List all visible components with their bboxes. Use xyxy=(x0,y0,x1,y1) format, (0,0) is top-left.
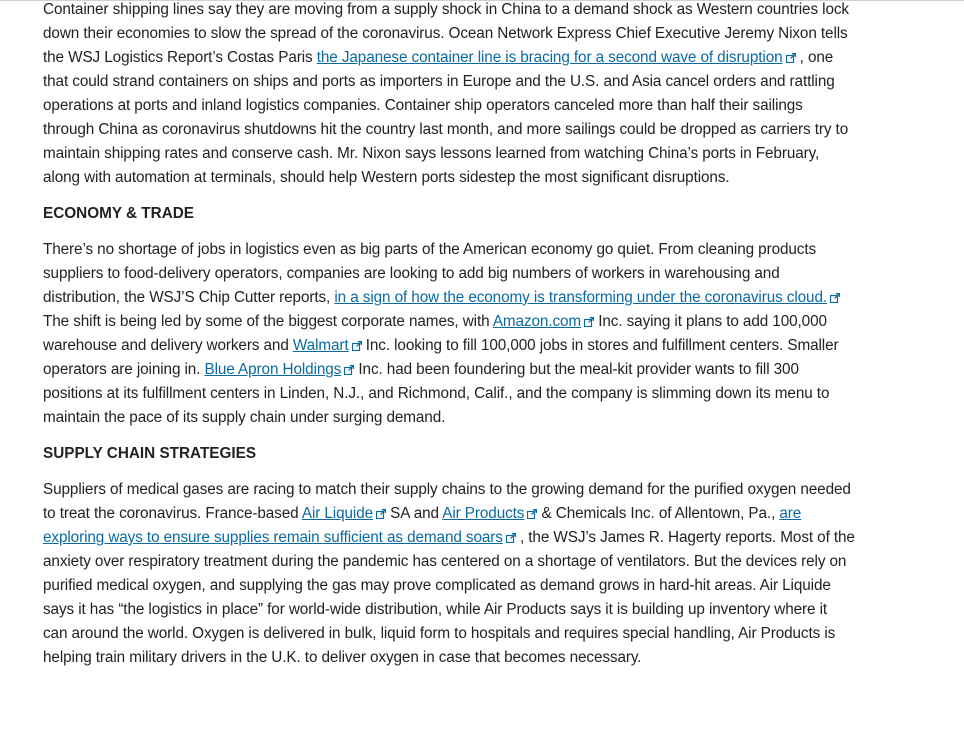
external-link-icon[interactable] xyxy=(527,509,537,519)
heading-supply-chain-strategies: SUPPLY CHAIN STRATEGIES xyxy=(43,445,257,462)
external-link-icon[interactable] xyxy=(786,53,796,63)
paragraph-economy: There’s no shortage of jobs in logistics even as big parts of the American economy go quiet. From cleaning products suppliers to food-delivery operators, companies are looking to add big numbers of workers in warehousing and distribution, the WSJ’S Chip Cutter reports, in a sign of how the economy is transforming under the coronavirus cloud. The shift is being led by some of the biggest corporate names, with Amazon.com Inc. saying it plans to add 100,000 warehouse and delivery workers and Walmart Inc. looking to fill 100,000 jobs in stores and fulfillment centers. Smaller operators are joining in. Blue Apron Holdings Inc. had been foundering but the meal-kit provider wants to fill 300 positions at its fulfillment centers in Linden, N.J., and Richmond, Calif., and the company is slimming down its menu to maintain the pace of its supply chain under surging demand. xyxy=(43,241,839,426)
external-link-icon[interactable] xyxy=(830,293,840,303)
external-link-icon[interactable] xyxy=(352,341,362,351)
link-japanese-container-line[interactable]: the Japanese container line is bracing for a second wave of disruption xyxy=(316,49,783,66)
link-walmart[interactable]: Walmart xyxy=(292,337,349,354)
heading-economy-trade: ECONOMY & TRADE xyxy=(43,205,194,222)
external-link-icon[interactable] xyxy=(376,509,386,519)
link-amazon[interactable]: Amazon.com xyxy=(492,313,582,330)
paragraph-shipping: Container shipping lines say they are moving from a supply shock in China to a demand shock as Western countries lock down their economies to slow the spread of the coronavirus. Ocean Network Express Chief Executive Jeremy Nixon tells the WSJ Logistics Report’s Costas Paris the Japanese container line is bracing for a second wave of disruption , one that could strand containers on ships and ports as importers in Europe and the U.S. and Asia cancel orders and rattling operations at ports and inland logistics companies. Container ship operators canceled more than half their sailings through China as coronavirus shutdowns hit the country last month, and more sailings could be dropped as carriers try to maintain shipping rates and conserve cash. Mr. Nixon says lessons learned from watching China’s ports in February, along with automation at terminals, should help Western ports sidestep the most significant disruptions. xyxy=(43,1,849,186)
link-economy-transforming[interactable]: in a sign of how the economy is transforming under the coronavirus cloud. xyxy=(334,289,828,306)
link-blue-apron[interactable]: Blue Apron Holdings xyxy=(204,361,342,378)
external-link-icon[interactable] xyxy=(584,317,594,327)
external-link-icon[interactable] xyxy=(344,365,354,375)
article-body xyxy=(43,0,855,682)
link-air-liquide[interactable]: Air Liquide xyxy=(301,505,374,522)
link-exploring-supplies[interactable]: are exploring ways to ensure supplies remain sufficient as demand soars xyxy=(43,505,802,546)
paragraph-supply-chain: Suppliers of medical gases are racing to match their supply chains to the growing demand for the purified oxygen needed to treat the coronavirus. France-based Air Liquide SA and Air Products & Chemicals Inc. of Allentown, Pa., are exploring ways to ensure supplies remain sufficient as demand soars , the WSJ’s James R. Hagerty reports. Most of the anxiety over respiratory treatment during the pandemic has centered on a shortage of ventilators. But the devices rely on purified medical oxygen, and supplying the gas may prove complicated as demand grows in hard-hit areas. Air Liquide says it has “the logistics in place” for world-wide distribution, while Air Products says it is building up inventory where it can around the world. Oxygen is delivered in bulk, liquid form to hospitals and requires special handling, Air Products is helping train military drivers in the U.K. to deliver oxygen in case that becomes necessary. xyxy=(43,481,855,666)
external-link-icon[interactable] xyxy=(506,533,516,543)
link-air-products[interactable]: Air Products xyxy=(442,505,525,522)
